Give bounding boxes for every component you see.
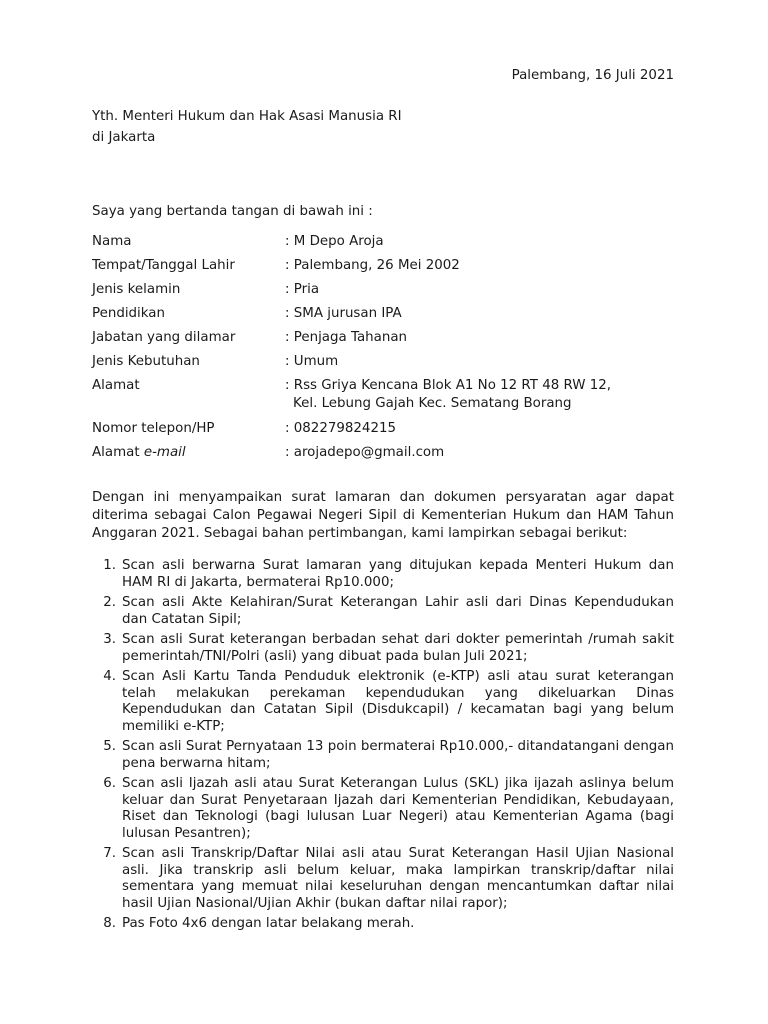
intro-text: Saya yang bertanda tangan di bawah ini : [92, 204, 373, 219]
field-value: : M Depo Aroja [285, 234, 384, 249]
list-item-text: Pas Foto 4x6 dengan latar belakang merah. [122, 916, 415, 931]
recipient-address [92, 106, 402, 148]
body-paragraph: Dengan ini menyampaikan surat lamaran dan dokumen persyaratan agar dapat diterima sebagai Calon Pegawai Negeri Sipil di Kementerian Hukum dan HAM Tahun Anggaran 2021. Sebagai bahan pertimbangan, kami lampirkan sebagai berikut: [92, 490, 674, 541]
list-item-text: Scan asli Transkrip/Daftar Nilai asli atau Surat Keterangan Hasil Ujian Nasional asli. Jika transkrip asli belum keluar, maka lampirkan transkrip/daftar nilai sementara yang memuat nilai keseluruhan dengan mencantumkan daftar nilai hasil Ujian Nasional/Ujian Akhir (bukan daftar nilai rapor); [122, 846, 674, 911]
field-label-prefix: Alamat [92, 445, 144, 460]
address-line-2: Kel. Lebung Gajah Kec. Sematang Borang [293, 396, 572, 411]
list-item [92, 632, 674, 665]
field-row-phone [92, 417, 682, 441]
field-row-need-type [92, 350, 682, 374]
list-item-text: Scan asli Ijazah asli atau Surat Keterangan Lulus (SKL) jika ijazah aslinya belum keluar dan Surat Penyetaraan Ijazah dari Kementerian Pendidikan, Kebudayaan, Riset dan Teknologi (bagi lulusan Luar Negeri) atau Kementerian Agama (bagi lulusan Pesantren); [122, 776, 674, 841]
list-item [92, 595, 674, 628]
field-label: Jenis kelamin [92, 282, 181, 297]
field-row-education [92, 302, 682, 326]
list-item [92, 916, 674, 933]
field-row-position [92, 326, 682, 350]
list-item-text: Scan asli Surat Pernyataan 13 poin bermaterai Rp10.000,- ditandatangani dengan pena berwarna hitam; [122, 739, 674, 771]
list-item-text: Scan asli Surat keterangan berbadan sehat dari dokter pemerintah /rumah sakit pemerintah/TNI/Polri (asli) yang dibuat pada bulan Juli 2021; [122, 632, 674, 664]
field-value: : Palembang, 26 Mei 2002 [285, 258, 460, 273]
field-value: : 082279824215 [285, 421, 397, 436]
list-item-number: 8. [103, 916, 116, 931]
list-item-number: 6. [103, 776, 116, 791]
list-item-number: 3. [103, 632, 116, 647]
field-row-email [92, 441, 682, 465]
list-item [92, 669, 674, 735]
field-row-birth [92, 254, 682, 278]
field-row-name [92, 230, 682, 254]
list-item-number: 5. [103, 739, 116, 754]
field-value: : Penjaga Tahanan [285, 330, 408, 345]
field-row-gender [92, 278, 682, 302]
list-item [92, 739, 674, 772]
list-item-number: 2. [103, 595, 116, 610]
field-row-address [92, 374, 682, 416]
list-item-text: Scan Asli Kartu Tanda Penduduk elektronik (e-KTP) asli atau surat keterangan telah melakukan perekaman kependudukan yang dikeluarkan Dinas Kependudukan dan Catatan Sipil (Disdukcapil) / kecamatan bagi yang belum memiliki e-KTP; [122, 669, 674, 734]
field-value: : Umum [285, 354, 339, 369]
recipient-line-1: Yth. Menteri Hukum dan Hak Asasi Manusia RI [92, 109, 402, 124]
field-label: Nomor telepon/HP [92, 421, 215, 436]
field-value: : arojadepo@gmail.com [285, 445, 445, 460]
recipient-line-2: di Jakarta [92, 130, 156, 145]
list-item-number: 4. [103, 669, 116, 684]
list-item [92, 776, 674, 842]
field-label: Tempat/Tanggal Lahir [92, 258, 235, 273]
applicant-fields [92, 230, 682, 465]
address-line-1: : Rss Griya Kencana Blok A1 No 12 RT 48 RW 12, [285, 378, 612, 393]
field-label-email [92, 444, 285, 462]
list-item-text: Scan asli berwarna Surat lamaran yang ditujukan kepada Menteri Hukum dan HAM RI di Jakarta, bermaterai Rp10.000; [122, 558, 674, 590]
field-value: : Pria [285, 282, 320, 297]
list-item-number: 1. [103, 558, 116, 573]
list-item-number: 7. [103, 846, 116, 861]
field-label: Pendidikan [92, 306, 165, 321]
field-value: : SMA jurusan IPA [285, 306, 402, 321]
field-label: Alamat [92, 378, 140, 393]
attachment-list [92, 558, 674, 937]
list-item [92, 558, 674, 591]
field-label: Nama [92, 234, 132, 249]
field-label: Jenis Kebutuhan [92, 354, 200, 369]
list-item-text: Scan asli Akte Kelahiran/Surat Keterangan Lahir asli dari Dinas Kependudukan dan Catatan Sipil; [122, 595, 674, 627]
list-item [92, 846, 674, 912]
field-value-address [285, 377, 682, 413]
field-label: Jabatan yang dilamar [92, 330, 236, 345]
place-date: Palembang, 16 Juli 2021 [511, 68, 674, 83]
field-label-italic: e-mail [143, 445, 186, 460]
